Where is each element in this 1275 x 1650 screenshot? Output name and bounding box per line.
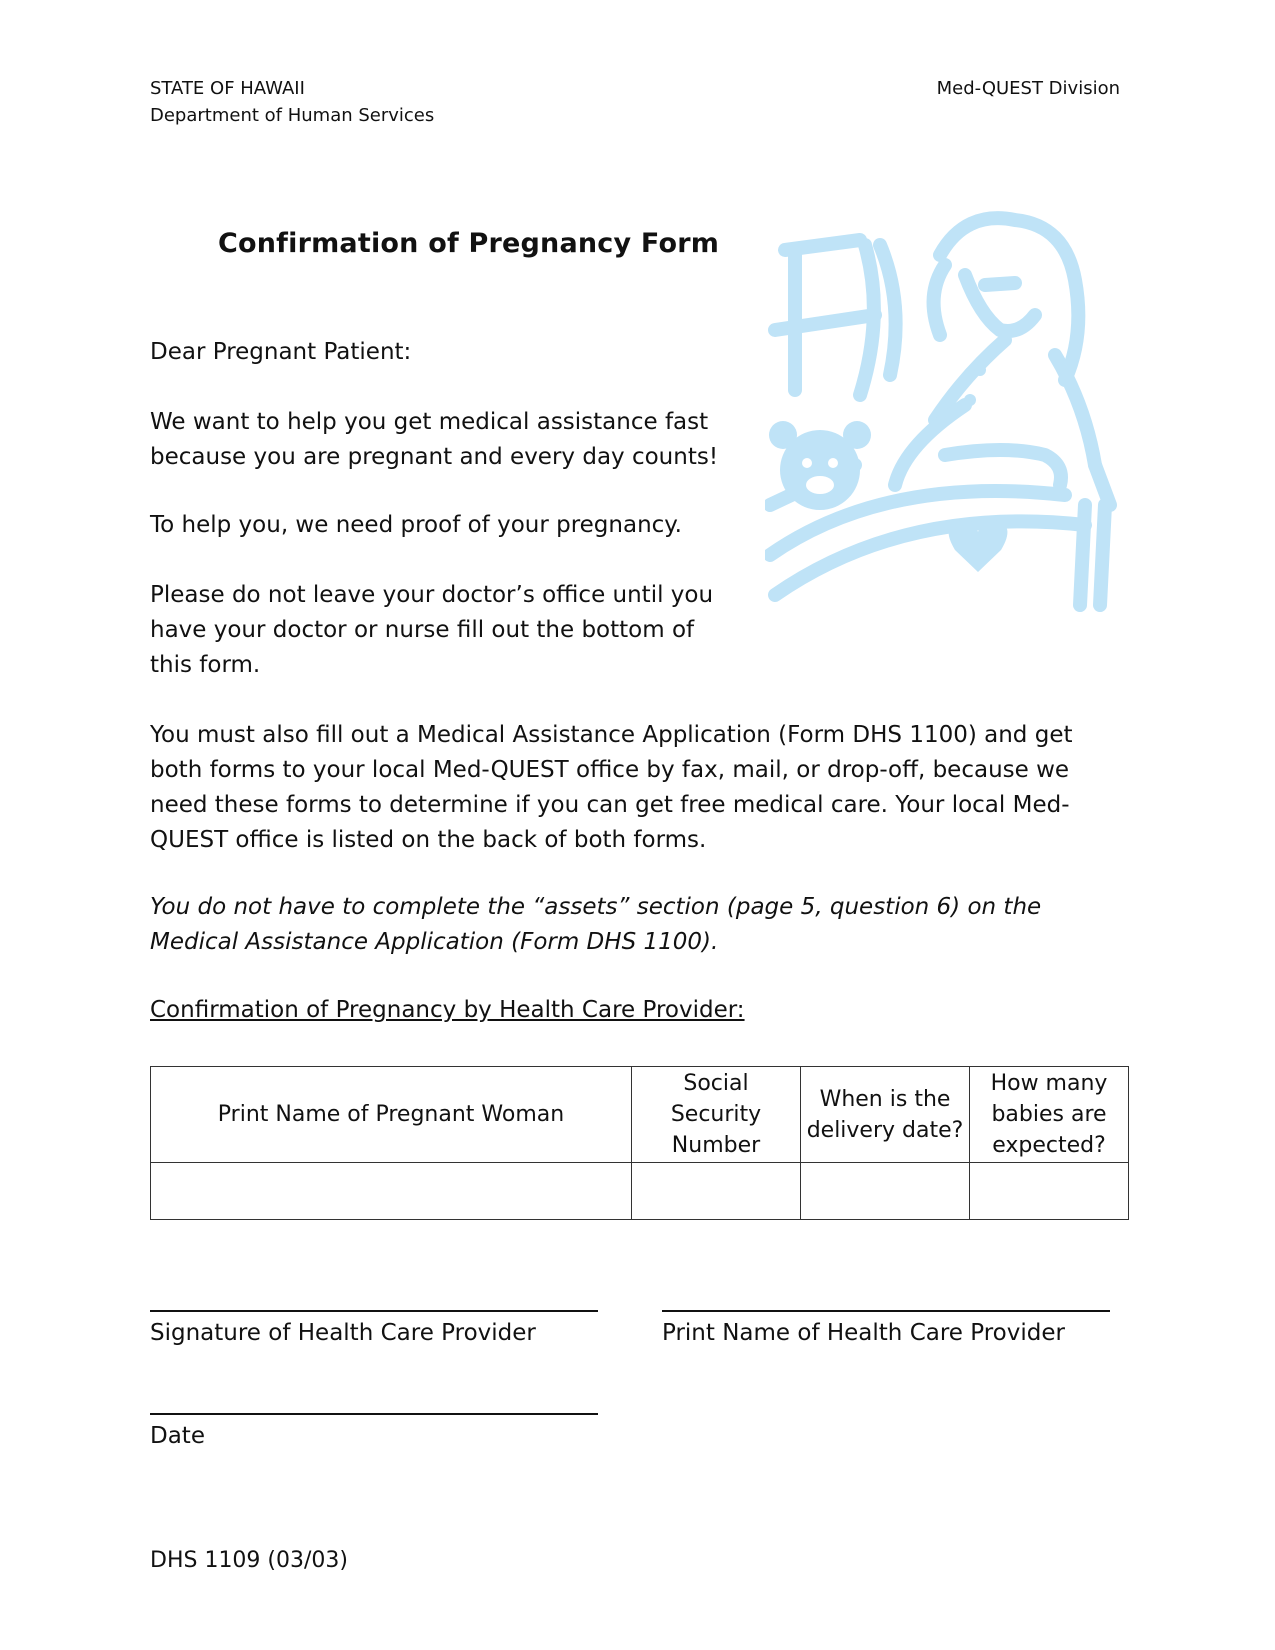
- delivery-date-field[interactable]: [801, 1163, 970, 1220]
- form-number: DHS 1109 (03/03): [150, 1548, 348, 1573]
- section-heading: Confirmation of Pregnancy by Health Care Provider:: [150, 997, 745, 1023]
- babies-expected-field[interactable]: [970, 1163, 1129, 1220]
- paragraph-proof: To help you, we need proof of your pregnancy.: [150, 512, 682, 538]
- department-name: Department of Human Services: [150, 105, 435, 126]
- paragraph-application: You must also fill out a Medical Assistance Application (Form DHS 1100) and get both forms to your local Med-QUEST office by fax, mail, or drop-off, because we need these forms to determine if you can get free medical care. Your local Med-QUEST office is listed on the back of both forms.: [150, 722, 1073, 853]
- pregnant-woman-illustration: [765, 205, 1135, 635]
- paragraph-instructions: Please do not leave your doctor’s office until you have your doctor or nurse fill out the bottom of this form.: [150, 582, 714, 678]
- signature-line[interactable]: [150, 1310, 598, 1312]
- division-name: Med-QUEST Division: [936, 78, 1120, 99]
- header-pregnant-woman-name: Print Name of Pregnant Woman: [151, 1067, 632, 1163]
- print-name-label: Print Name of Health Care Provider: [662, 1320, 1065, 1346]
- header-left: [150, 75, 434, 129]
- pregnant-woman-name-field[interactable]: [151, 1163, 632, 1220]
- header-delivery-date: When is the delivery date?: [801, 1067, 970, 1163]
- form-title: Confirmation of Pregnancy Form: [218, 228, 720, 259]
- pregnancy-confirmation-table: [150, 1066, 1129, 1220]
- header-ssn: Social Security Number: [632, 1067, 801, 1163]
- date-label: Date: [150, 1423, 205, 1449]
- signature-label: Signature of Health Care Provider: [150, 1320, 536, 1346]
- paragraph-assets-note: You do not have to complete the “assets” section (page 5, question 6) on the Medical Assistance Application (Form DHS 1100).: [150, 894, 1042, 955]
- paragraph-urgency: We want to help you get medical assistance fast because you are pregnant and every day counts!: [150, 409, 719, 470]
- ssn-field[interactable]: [632, 1163, 801, 1220]
- header-babies-expected: How many babies are expected?: [970, 1067, 1129, 1163]
- state-name: STATE OF HAWAII: [150, 78, 305, 99]
- table-row: [151, 1163, 1129, 1220]
- greeting: Dear Pregnant Patient:: [150, 339, 412, 365]
- date-line[interactable]: [150, 1413, 598, 1415]
- table-header-row: [151, 1067, 1129, 1163]
- print-name-line[interactable]: [662, 1310, 1110, 1312]
